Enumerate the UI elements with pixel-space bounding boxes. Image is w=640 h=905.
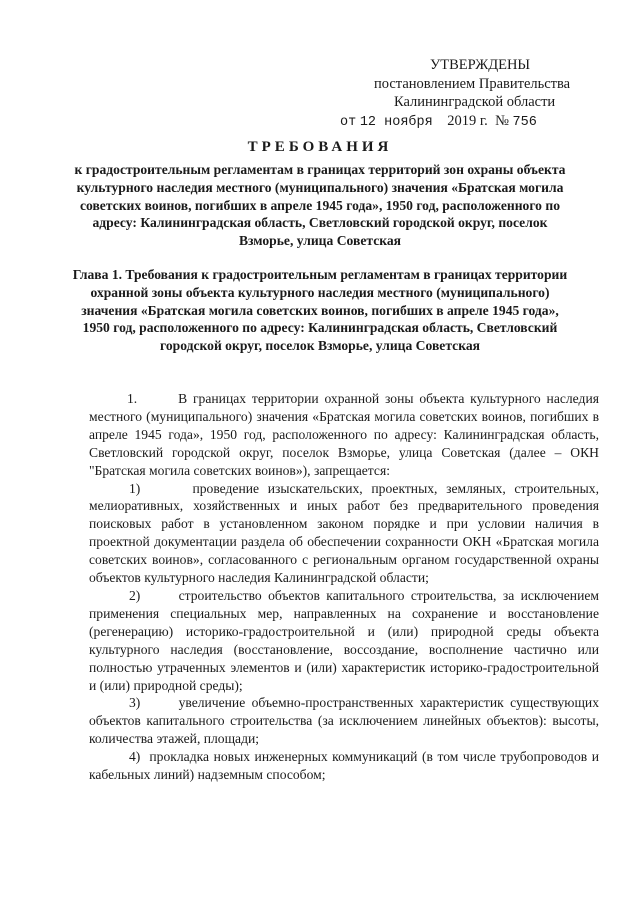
document-subtitle: к градостроительным регламентам в границах территорий зон охраны объекта культурного наследия местного (муниципального) значения «Братская могила советских воинов, погибших в апреле 1945 года», 1950 год, расположенного по адресу: Калининградская область, Светловский городской округ, поселок Взморье, улица Советская [74, 162, 566, 249]
chapter-heading: Глава 1. Требования к градостроительным регламентам в границах территории охранной зоны объекта культурного наследия местного (муниципального) значения «Братская могила советских воинов, погибших в апреле 1945 года», 1950 год, расположенного по адресу: Калининградская область, Светловский городской округ, поселок Взморье, улица Советская [72, 267, 568, 354]
list-item-number: 3) [129, 695, 141, 711]
list-item-3 [89, 694, 599, 748]
list-item-1 [89, 480, 599, 587]
approval-block [340, 56, 600, 132]
list-item-2 [89, 587, 599, 694]
list-item-number: 2) [129, 587, 141, 603]
paragraph-number: 1. [127, 391, 138, 406]
paragraph-text: В границах территории охранной зоны объекта культурного наследия местного (муниципального) значения «Братская могила советских воинов, погибших в апреле 1945 года», 1950 год, расположенного по адресу: Калининградская область, Светловский городской округ, поселок Взморье, улица Советская (далее – ОКН "Братская могила советских воинов»), запрещается: [89, 391, 599, 478]
number-sign: № [495, 112, 509, 129]
list-item-4 [89, 748, 599, 784]
date-year: 2019 г. [447, 112, 488, 129]
approval-title: УТВЕРЖДЕНЫ [430, 57, 531, 73]
date-prefix: от [340, 114, 357, 130]
list-item-text: прокладка новых инженерных коммуникаций (в том числе трубопроводов и кабельных линий) надземным способом; [89, 749, 600, 783]
document-title: ТРЕБОВАНИЯ [247, 139, 393, 155]
decree-number: 756 [512, 114, 537, 130]
approval-decree: постановлением Правительства [374, 75, 571, 92]
list-item-text: увеличение объемно-пространственных характеристик существующих объектов капитального строительства (за исключением линейных объектов): высоты, количества этажей, площади; [89, 695, 599, 747]
approval-date-line [340, 112, 600, 133]
approval-region: Калининградской области [394, 94, 556, 110]
list-item-number: 1) [129, 480, 141, 496]
list-item-text: строительство объектов капитального строительства, за исключением применения специальных мер, направленных на сохранение и восстановление (регенерацию) историко-градостроительной и (или) природной среды объекта культурного наследия (восстановление, воссоздание, восполнение частично или полностью утраченных элементов и (или) характеристик историко-градостроительной и (или) природной среды); [89, 587, 599, 693]
list-item-text: проведение изыскательских, проектных, земляных, строительных, мелиоративных, хозяйственных и иных работ без предварительного проведения поисковых работ в установленном законом порядке и при условии наличия в проектной документации раздела об обеспечении сохранности ОКН «Братская могила советских воинов», согласованного с региональным органом государственной охраны объектов культурного наследия Калининградской области; [89, 480, 600, 586]
date-handwritten: 12 ноября [359, 114, 433, 130]
paragraph-1 [89, 390, 599, 480]
document-body [89, 390, 599, 784]
list-item-number: 4) [129, 749, 141, 765]
